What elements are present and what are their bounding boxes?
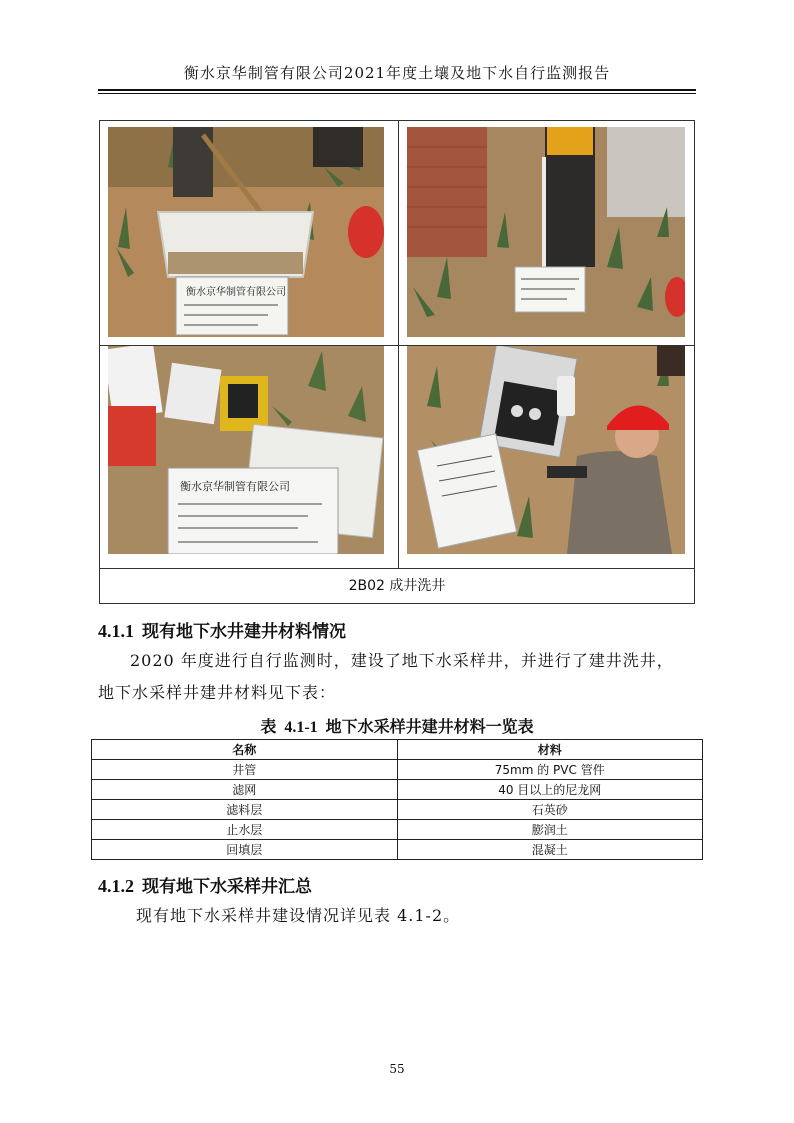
section-heading-4-1-1 — [98, 617, 346, 642]
header-rule-thin — [98, 93, 696, 94]
page-number: 55 — [389, 1062, 405, 1076]
cell-name: 井管 — [92, 760, 398, 780]
paragraph-line-1: 2020 年度进行自行监测时，建设了地下水采样井，并进行了建井洗井， — [130, 651, 674, 670]
table-row — [92, 840, 703, 860]
cell-material: 混凝土 — [397, 840, 703, 860]
header-name: 名称 — [92, 740, 398, 760]
photo-technician-measuring — [407, 346, 685, 554]
cell-name: 回填层 — [92, 840, 398, 860]
photo-field-instrument — [108, 346, 384, 554]
table-row — [92, 780, 703, 800]
section-number: 4.1.2 — [98, 876, 134, 896]
section-heading-4-1-2 — [98, 872, 312, 897]
section-number: 4.1.1 — [98, 621, 134, 641]
table-label: 表 — [260, 717, 277, 736]
cell-material: 40 目以上的尼龙网 — [397, 780, 703, 800]
page-header: 衡水京华制管有限公司2021年度土壤及地下水自行监测报告 — [183, 64, 611, 82]
table-row — [92, 800, 703, 820]
header-rule-thick — [98, 89, 696, 91]
table-row — [92, 760, 703, 780]
section-title: 现有地下水井建井材料情况 — [142, 622, 346, 642]
cell-material: 石英砂 — [397, 800, 703, 820]
paragraph-4-1-2: 现有地下水采样井建设情况详见表 4.1-2。 — [136, 906, 461, 925]
table-row — [92, 820, 703, 840]
cell-material: 75mm 的 PVC 管件 — [397, 760, 703, 780]
photo-figure — [99, 120, 695, 604]
figure-caption: 2B02 成井洗井 — [348, 578, 446, 594]
cell-material: 膨润土 — [397, 820, 703, 840]
table-title — [0, 714, 794, 737]
table-header-row — [92, 740, 703, 760]
materials-table — [91, 739, 703, 860]
table-title-text: 地下水采样井建井材料一览表 — [325, 717, 534, 736]
photo-sampling-bucket — [108, 127, 384, 337]
section-title: 现有地下水采样井汇总 — [142, 877, 312, 897]
table-number: 4.1-1 — [284, 719, 318, 736]
header-material: 材料 — [397, 740, 703, 760]
cell-name: 止水层 — [92, 820, 398, 840]
cell-name: 滤料层 — [92, 800, 398, 820]
sign-text: 衡水京华制管有限公司 — [180, 480, 290, 493]
sign-text: 衡水京华制管有限公司 — [186, 287, 286, 298]
paragraph-line-2: 地下水采样井建井材料见下表： — [98, 683, 337, 702]
cell-name: 滤网 — [92, 780, 398, 800]
photo-well-pipe — [407, 127, 685, 337]
